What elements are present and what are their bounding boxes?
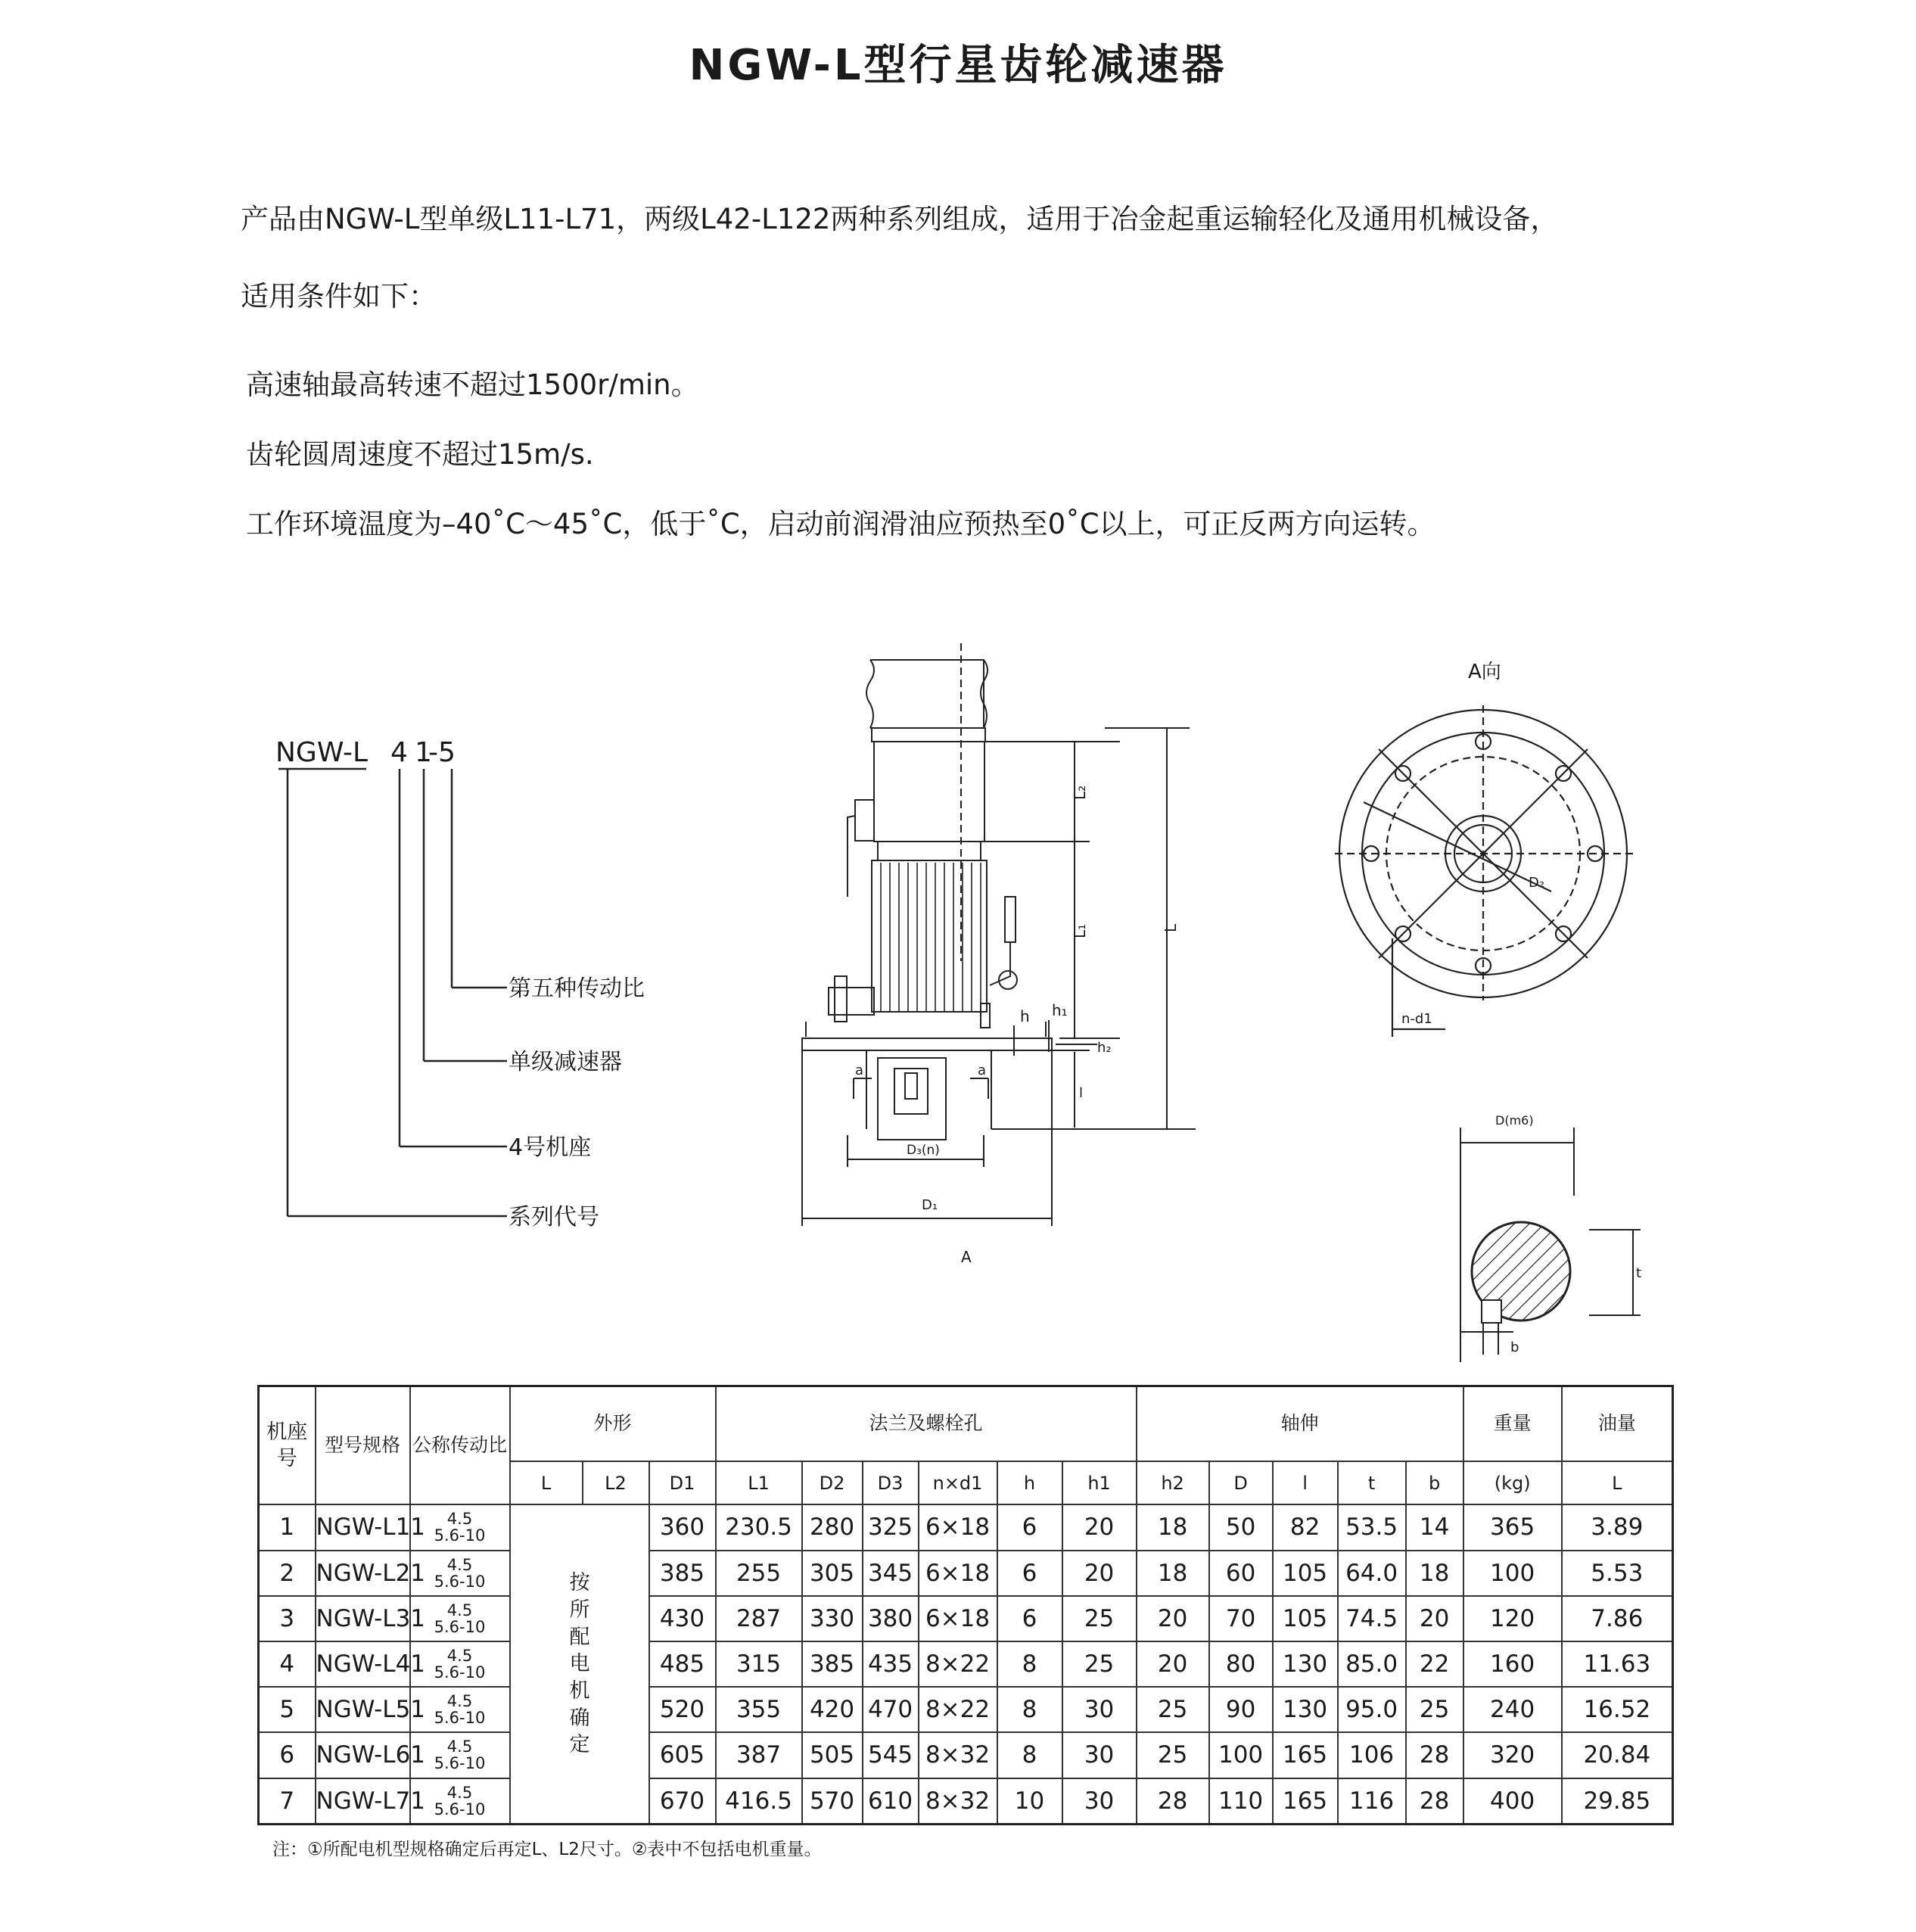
cell-weight: 320 bbox=[1463, 1732, 1562, 1778]
header-model: 型号规格 bbox=[316, 1386, 410, 1505]
cell-d: 90 bbox=[1209, 1687, 1273, 1732]
sub-d1: D1 bbox=[649, 1461, 716, 1505]
cell-l: 130 bbox=[1273, 1687, 1338, 1732]
cell-ratio-range: 5.6-10 bbox=[434, 1572, 486, 1591]
dim-l: L bbox=[1162, 923, 1180, 932]
cell-b: 20 bbox=[1406, 1596, 1463, 1641]
sub-d3: D3 bbox=[863, 1461, 919, 1505]
cell-b: 18 bbox=[1406, 1551, 1463, 1596]
cell-h2: 28 bbox=[1137, 1778, 1209, 1825]
dim-d-m6: D(m6) bbox=[1495, 1113, 1534, 1128]
code-ratio: -5 bbox=[428, 737, 456, 768]
section-a-left: a bbox=[855, 1062, 864, 1078]
cell-d1: 670 bbox=[649, 1778, 716, 1825]
table-row bbox=[259, 1732, 1673, 1778]
dim-d2: D₂ bbox=[1529, 875, 1545, 891]
cell-nd1: 8×32 bbox=[919, 1732, 997, 1778]
cell-nd1: 6×18 bbox=[919, 1551, 997, 1596]
table-row bbox=[259, 1551, 1673, 1596]
dim-d3: D₃(n) bbox=[907, 1143, 940, 1158]
cell-l1: 355 bbox=[716, 1687, 802, 1732]
cell-h2: 18 bbox=[1137, 1551, 1209, 1596]
cell-weight: 365 bbox=[1463, 1504, 1562, 1550]
cell-seat: 7 bbox=[259, 1778, 316, 1825]
cell-h1: 25 bbox=[1062, 1641, 1137, 1687]
cell-d: 100 bbox=[1209, 1732, 1273, 1778]
spec-table bbox=[257, 1385, 1674, 1825]
cell-d3: 345 bbox=[863, 1551, 919, 1596]
cell-l: 130 bbox=[1273, 1641, 1338, 1687]
header-seat: 机座号 bbox=[259, 1386, 316, 1505]
dim-l1: L₁ bbox=[1071, 923, 1089, 938]
cell-h1: 25 bbox=[1062, 1596, 1137, 1641]
sub-nd1: n×d1 bbox=[919, 1461, 997, 1505]
cell-nd1: 8×32 bbox=[919, 1778, 997, 1825]
cell-ratio-primary: 4.5 bbox=[446, 1692, 473, 1711]
cell-h1: 20 bbox=[1062, 1551, 1137, 1596]
dim-d1: D₁ bbox=[922, 1197, 938, 1213]
cell-ratio-range: 5.6-10 bbox=[434, 1663, 486, 1682]
cell-ratio-range: 5.6-10 bbox=[434, 1617, 486, 1636]
cell-ratio-range: 5.6-10 bbox=[434, 1754, 486, 1773]
sub-h: h bbox=[997, 1461, 1062, 1505]
code-label-stage: 单级减速器 bbox=[509, 1049, 622, 1075]
dim-l-shaft: l bbox=[1079, 1085, 1084, 1101]
cell-h2: 20 bbox=[1137, 1596, 1209, 1641]
table-row bbox=[259, 1778, 1673, 1825]
dim-h1: h₁ bbox=[1052, 1001, 1068, 1019]
header-shaft: 轴伸 bbox=[1137, 1386, 1463, 1461]
sub-l2: L2 bbox=[583, 1461, 649, 1505]
cell-ratio-range: 5.6-10 bbox=[434, 1709, 486, 1728]
cell-d1: 485 bbox=[649, 1641, 716, 1687]
cell-oil: 11.63 bbox=[1562, 1641, 1673, 1687]
cell-ratio-primary: 4.5 bbox=[446, 1601, 473, 1619]
view-arrow-a: A bbox=[961, 1248, 972, 1266]
cell-oil: 29.85 bbox=[1562, 1778, 1673, 1825]
cell-d: 50 bbox=[1209, 1504, 1273, 1550]
spec-table-body bbox=[259, 1504, 1673, 1824]
cell-h: 8 bbox=[997, 1732, 1062, 1778]
cell-seat: 1 bbox=[259, 1504, 316, 1550]
code-label-seat: 4号机座 bbox=[509, 1134, 592, 1161]
cell-l1: 255 bbox=[716, 1551, 802, 1596]
cell-b: 14 bbox=[1406, 1504, 1463, 1550]
cell-ratio-primary: 4.5 bbox=[446, 1738, 473, 1756]
cell-t: 74.5 bbox=[1338, 1596, 1406, 1641]
cell-h1: 30 bbox=[1062, 1778, 1137, 1825]
cell-l: 165 bbox=[1273, 1732, 1338, 1778]
cell-h: 10 bbox=[997, 1778, 1062, 1825]
cell-d3: 380 bbox=[863, 1596, 919, 1641]
cell-weight: 400 bbox=[1463, 1778, 1562, 1825]
cell-model: NGW-L41 bbox=[316, 1641, 410, 1687]
cell-h2: 25 bbox=[1137, 1732, 1209, 1778]
sub-d: D bbox=[1209, 1461, 1273, 1505]
cell-d2: 280 bbox=[802, 1504, 863, 1550]
cell-d: 80 bbox=[1209, 1641, 1273, 1687]
cell-d2: 420 bbox=[802, 1687, 863, 1732]
code-seat: 4 bbox=[390, 737, 408, 768]
cell-l1: 315 bbox=[716, 1641, 802, 1687]
cell-ratio-primary: 4.5 bbox=[446, 1647, 473, 1665]
model-code-diagram bbox=[265, 726, 689, 1241]
cell-d1: 605 bbox=[649, 1732, 716, 1778]
dim-l2: L₂ bbox=[1071, 785, 1089, 800]
dim-b: b bbox=[1510, 1339, 1519, 1355]
cell-d3: 470 bbox=[863, 1687, 919, 1732]
cell-h: 6 bbox=[997, 1596, 1062, 1641]
cell-d1: 430 bbox=[649, 1596, 716, 1641]
cell-l: 105 bbox=[1273, 1596, 1338, 1641]
cell-model: NGW-L21 bbox=[316, 1551, 410, 1596]
sub-b: b bbox=[1406, 1461, 1463, 1505]
table-row bbox=[259, 1641, 1673, 1687]
cell-d3: 435 bbox=[863, 1641, 919, 1687]
table-row bbox=[259, 1687, 1673, 1732]
cell-b: 28 bbox=[1406, 1778, 1463, 1825]
intro-line-2: 适用条件如下： bbox=[241, 280, 437, 313]
sub-l1: L1 bbox=[716, 1461, 802, 1505]
cell-ratio-primary: 4.5 bbox=[446, 1555, 473, 1574]
cell-d2: 330 bbox=[802, 1596, 863, 1641]
cell-l1: 387 bbox=[716, 1732, 802, 1778]
cell-nd1: 6×18 bbox=[919, 1596, 997, 1641]
cell-nd1: 8×22 bbox=[919, 1687, 997, 1732]
cell-d1: 360 bbox=[649, 1504, 716, 1550]
cell-t: 116 bbox=[1338, 1778, 1406, 1825]
table-row bbox=[259, 1596, 1673, 1641]
code-prefix: NGW-L bbox=[275, 737, 369, 768]
cell-d2: 505 bbox=[802, 1732, 863, 1778]
cell-t: 95.0 bbox=[1338, 1687, 1406, 1732]
dim-t: t bbox=[1636, 1265, 1642, 1281]
cell-model: NGW-L71 bbox=[316, 1778, 410, 1825]
code-stage: 1 bbox=[415, 737, 432, 768]
condition-speed: 高速轴最高转速不超过1500r/min。 bbox=[246, 369, 699, 401]
sub-h1: h1 bbox=[1062, 1461, 1137, 1505]
cell-h2: 25 bbox=[1137, 1687, 1209, 1732]
cell-model: NGW-L61 bbox=[316, 1732, 410, 1778]
section-a-right: a bbox=[978, 1062, 987, 1078]
cell-t: 53.5 bbox=[1338, 1504, 1406, 1550]
cell-t: 106 bbox=[1338, 1732, 1406, 1778]
header-flange: 法兰及螺栓孔 bbox=[716, 1386, 1137, 1461]
intro-line-1: 产品由NGW-L型单级L11-L71，两级L42-L122两种系列组成，适用于冶金起重运输轻化及通用机械设备， bbox=[241, 203, 1559, 235]
cell-h1: 30 bbox=[1062, 1687, 1137, 1732]
cell-l1: 287 bbox=[716, 1596, 802, 1641]
header-weight: 重量 bbox=[1463, 1386, 1562, 1461]
cell-d3: 545 bbox=[863, 1732, 919, 1778]
cell-l1: 416.5 bbox=[716, 1778, 802, 1825]
cell-d: 110 bbox=[1209, 1778, 1273, 1825]
cell-oil: 3.89 bbox=[1562, 1504, 1673, 1550]
condition-gear-velocity: 齿轮圆周速度不超过15m/s. bbox=[246, 438, 594, 471]
cell-d3: 610 bbox=[863, 1778, 919, 1825]
cell-ratio-primary: 4.5 bbox=[446, 1510, 473, 1529]
cell-d2: 385 bbox=[802, 1641, 863, 1687]
oil-unit: L bbox=[1562, 1461, 1673, 1505]
cell-seat: 5 bbox=[259, 1687, 316, 1732]
header-ratio: 公称传动比 bbox=[410, 1386, 510, 1505]
cell-d3: 325 bbox=[863, 1504, 919, 1550]
cell-oil: 7.86 bbox=[1562, 1596, 1673, 1641]
condition-temperature: 工作环境温度为–40˚C～45˚C，低于˚C，启动前润滑油应预热至0˚C以上，可正反两方向运转。 bbox=[246, 508, 1435, 540]
cell-h1: 20 bbox=[1062, 1504, 1137, 1550]
sub-d2: D2 bbox=[802, 1461, 863, 1505]
code-label-series: 系列代号 bbox=[509, 1204, 599, 1230]
cell-seat: 4 bbox=[259, 1641, 316, 1687]
cell-b: 28 bbox=[1406, 1732, 1463, 1778]
cell-b: 22 bbox=[1406, 1641, 1463, 1687]
table-row bbox=[259, 1504, 1673, 1550]
cell-model: NGW-L31 bbox=[316, 1596, 410, 1641]
cell-d1: 520 bbox=[649, 1687, 716, 1732]
cell-weight: 100 bbox=[1463, 1551, 1562, 1596]
sub-l: L bbox=[510, 1461, 583, 1505]
header-outline: 外形 bbox=[510, 1386, 716, 1461]
cell-model: NGW-L11 bbox=[316, 1504, 410, 1550]
cell-t: 64.0 bbox=[1338, 1551, 1406, 1596]
cell-seat: 6 bbox=[259, 1732, 316, 1778]
cell-d1: 385 bbox=[649, 1551, 716, 1596]
dim-h: h bbox=[1020, 1007, 1030, 1025]
shaft-section bbox=[1438, 1105, 1680, 1362]
code-label-ratio: 第五种传动比 bbox=[509, 975, 645, 1002]
reducer-side-view bbox=[802, 643, 1362, 1294]
cell-l: 105 bbox=[1273, 1551, 1338, 1596]
cell-t: 85.0 bbox=[1338, 1641, 1406, 1687]
cell-ratio-primary: 4.5 bbox=[446, 1783, 473, 1802]
cell-l: 82 bbox=[1273, 1504, 1338, 1550]
sub-l-shaft: l bbox=[1273, 1461, 1338, 1505]
cell-oil: 5.53 bbox=[1562, 1551, 1673, 1596]
cell-oil: 20.84 bbox=[1562, 1732, 1673, 1778]
cell-h2: 20 bbox=[1137, 1641, 1209, 1687]
cell-ratio-range: 5.6-10 bbox=[434, 1526, 486, 1545]
merged-note-cell: 按所配电机确定 bbox=[510, 1504, 649, 1824]
dim-n-d1: n-d1 bbox=[1401, 1011, 1432, 1027]
cell-ratio-range: 5.6-10 bbox=[434, 1800, 486, 1818]
cell-seat: 2 bbox=[259, 1551, 316, 1596]
cell-nd1: 6×18 bbox=[919, 1504, 997, 1550]
sub-h2: h2 bbox=[1137, 1461, 1209, 1505]
dim-h2: h₂ bbox=[1097, 1040, 1112, 1056]
cell-h: 8 bbox=[997, 1687, 1062, 1732]
cell-weight: 120 bbox=[1463, 1596, 1562, 1641]
cell-d2: 305 bbox=[802, 1551, 863, 1596]
header-oil: 油量 bbox=[1562, 1386, 1673, 1461]
view-a-label: A向 bbox=[1468, 661, 1501, 683]
cell-weight: 160 bbox=[1463, 1641, 1562, 1687]
page-title: NGW-L型行星齿轮减速器 bbox=[689, 41, 1227, 90]
cell-oil: 16.52 bbox=[1562, 1687, 1673, 1732]
cell-l1: 230.5 bbox=[716, 1504, 802, 1550]
cell-d2: 570 bbox=[802, 1778, 863, 1825]
cell-nd1: 8×22 bbox=[919, 1641, 997, 1687]
cell-h: 8 bbox=[997, 1641, 1062, 1687]
flange-view-a bbox=[1332, 651, 1650, 1044]
cell-seat: 3 bbox=[259, 1596, 316, 1641]
cell-l: 165 bbox=[1273, 1778, 1338, 1825]
cell-d: 70 bbox=[1209, 1596, 1273, 1641]
cell-model: NGW-L51 bbox=[316, 1687, 410, 1732]
sub-t: t bbox=[1338, 1461, 1406, 1505]
cell-b: 25 bbox=[1406, 1687, 1463, 1732]
cell-h2: 18 bbox=[1137, 1504, 1209, 1550]
cell-h1: 30 bbox=[1062, 1732, 1137, 1778]
weight-unit: (kg) bbox=[1463, 1461, 1562, 1505]
cell-d: 60 bbox=[1209, 1551, 1273, 1596]
cell-weight: 240 bbox=[1463, 1687, 1562, 1732]
footnote: 注：①所配电机型规格确定后再定L、L2尺寸。②表中不包括电机重量。 bbox=[272, 1840, 822, 1859]
cell-h: 6 bbox=[997, 1551, 1062, 1596]
cell-h: 6 bbox=[997, 1504, 1062, 1550]
